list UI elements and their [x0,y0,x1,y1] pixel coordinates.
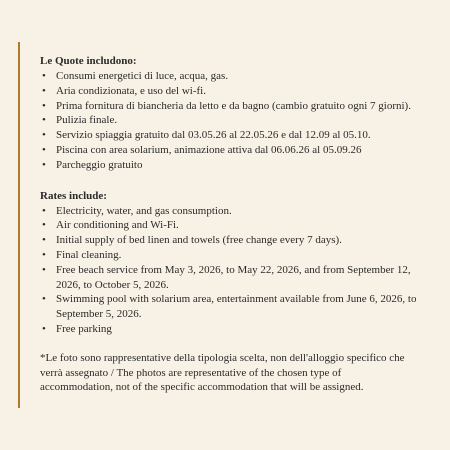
list-item-beach-service [40,263,450,293]
note-line-3: accommodation, not of the specific accommodation that will be assigned. [40,381,364,394]
note-line-1: *Le foto sono rappresentative della tipologia scelta, non dell'alloggio specifico che [40,351,405,364]
list-item: • Air conditioning and Wi-Fi. [40,218,450,233]
list-item: • Parcheggio gratuito [40,158,450,173]
list-item: • Electricity, water, and gas consumption. [40,204,450,219]
swimming-pool-line-2: September 5, 2026. [56,308,142,321]
italian-inclusions-list [40,69,450,173]
note-line-2: verrà assegnato / The photos are representative of the chosen type of [40,366,342,379]
list-item: • Prima fornitura di biancheria da letto e da bagno (cambio gratuito ogni 7 giorni). [40,99,450,114]
list-item: • Aria condizionata, e uso del wi-fi. [40,84,450,99]
list-item: • Final cleaning. [40,248,450,263]
list-item: • Initial supply of bed linen and towels (free change every 7 days). [40,233,450,248]
list-item-swimming-pool [40,292,450,322]
beach-service-line-1: • Free beach service from May 3, 2026, to May 22, 2026, and from September 12, [56,263,411,276]
list-item: • Pulizia finale. [40,113,450,128]
list-item: • Consumi energetici di luce, acqua, gas. [40,69,450,84]
english-inclusions-list [40,204,450,337]
swimming-pool-line-1: • Swimming pool with solarium area, entertainment available from June 6, 2026, to [56,293,417,306]
italian-section-title: Le Quote includono: [40,55,137,67]
beach-service-line-2: 2026, to October 5, 2026. [56,278,169,291]
photo-disclaimer-note [40,351,450,395]
english-section-title: Rates include: [40,189,107,202]
list-item: • Servizio spiaggia gratuito dal 03.05.26 al 22.05.26 e dal 12.09 al 05.10. [40,128,450,143]
rates-panel [18,42,450,408]
list-item: • Piscina con area solarium, animazione attiva dal 06.06.26 al 05.09.26 [40,143,450,158]
list-item: • Free parking [40,322,450,337]
